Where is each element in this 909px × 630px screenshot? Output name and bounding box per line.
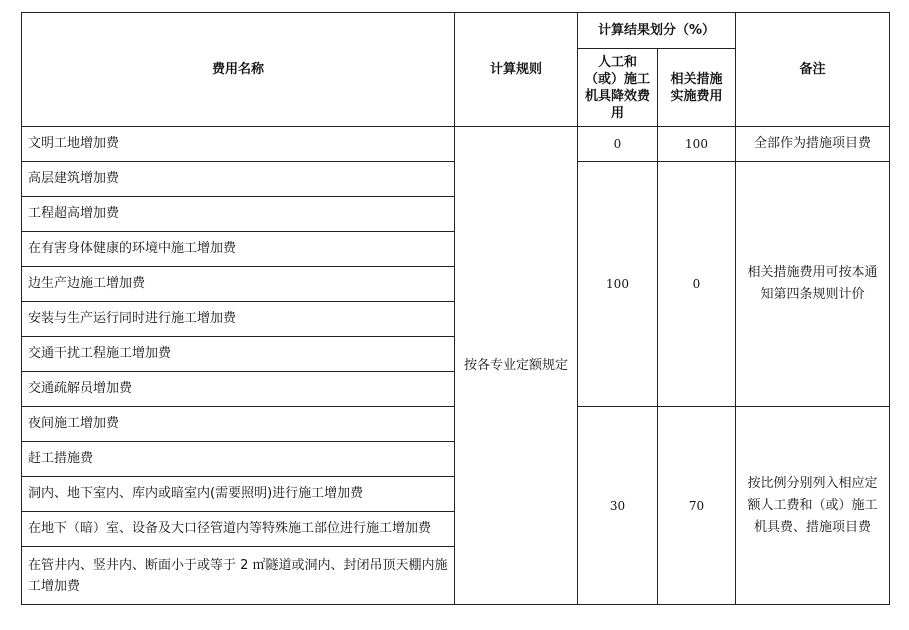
fee-name-cell: 高层建筑增加费 [22, 162, 455, 197]
measure-percent-cell: 70 [658, 407, 736, 605]
header-remark: 备注 [736, 13, 890, 127]
labor-percent-cell: 100 [578, 162, 658, 407]
fee-name-cell: 边生产边施工增加费 [22, 267, 455, 302]
fee-name-cell: 文明工地增加费 [22, 127, 455, 162]
fee-name-cell: 在地下（暗）室、设备及大口径管道内等特殊施工部位进行施工增加费 [22, 512, 455, 547]
fee-name-cell: 洞内、地下室内、库内或暗室内(需要照明)进行施工增加费 [22, 477, 455, 512]
labor-percent-cell: 0 [578, 127, 658, 162]
header-measure-fee: 相关措施实施费用 [658, 49, 736, 127]
rule-cell: 按各专业定额规定 [455, 127, 578, 605]
measure-percent-cell: 100 [658, 127, 736, 162]
header-result-split: 计算结果划分（%） [578, 13, 736, 49]
fee-table [21, 12, 890, 605]
fee-name-cell: 夜间施工增加费 [22, 407, 455, 442]
fee-name-cell: 赶工措施费 [22, 442, 455, 477]
header-labor-machine: 人工和（或）施工机具降效费用 [578, 49, 658, 127]
measure-percent-cell: 0 [658, 162, 736, 407]
remark-cell: 全部作为措施项目费 [736, 127, 890, 162]
header-rule: 计算规则 [455, 13, 578, 127]
fee-name-cell: 在有害身体健康的环境中施工增加费 [22, 232, 455, 267]
fee-name-cell: 工程超高增加费 [22, 197, 455, 232]
fee-name-cell: 交通疏解员增加费 [22, 372, 455, 407]
remark-cell: 相关措施费用可按本通知第四条规则计价 [736, 162, 890, 407]
fee-name-cell: 交通干扰工程施工增加费 [22, 337, 455, 372]
remark-cell: 按比例分别列入相应定额人工费和（或）施工机具费、措施项目费 [736, 407, 890, 605]
fee-name-cell: 在管井内、竖井内、断面小于或等于 2 ㎡隧道或洞内、封闭吊顶天棚内施工增加费 [22, 547, 455, 605]
fee-name-cell: 安装与生产运行同时进行施工增加费 [22, 302, 455, 337]
labor-percent-cell: 30 [578, 407, 658, 605]
header-fee-name: 费用名称 [22, 13, 455, 127]
